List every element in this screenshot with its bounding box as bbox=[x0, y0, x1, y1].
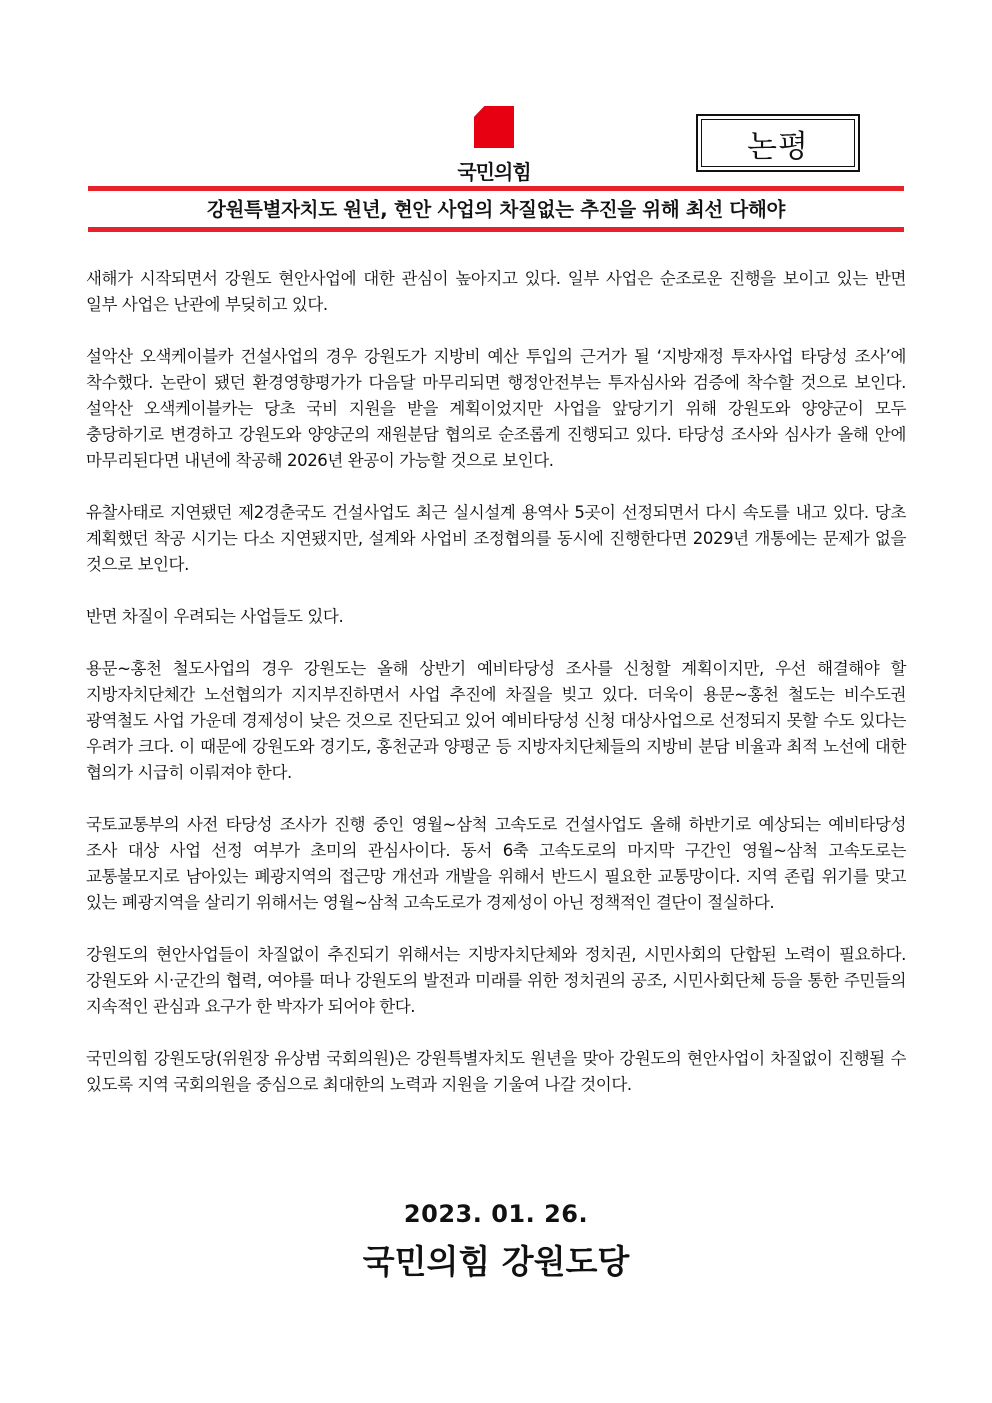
paragraph-1: 새해가 시작되면서 강원도 현안사업에 대한 관심이 높아지고 있다. 일부 사업은 순조로운 진행을 보이고 있는 반면 일부 사업은 난관에 부딪히고 있다. bbox=[86, 269, 906, 314]
party-logo-mark-icon bbox=[474, 106, 514, 148]
paragraph-4: 반면 차질이 우려되는 사업들도 있다. bbox=[86, 607, 344, 626]
paragraph-2: 설악산 오색케이블카 건설사업의 경우 강원도가 지방비 예산 투입의 근거가 될 ‘지방재정 투자사업 타당성 조사’에 착수했다. 논란이 됐던 환경영향평가가 다음달 마무리되면 행정안전부는 투자심사와 검증에 착수할 것으로 보인다. 설악산 오색케이블카는 당초 국비 지원을 받을 계획이었지만 사업을 앞당기기 위해 강원도와 양양군이 모두 충당하기로 변경하고 강원도와 양양군의 재원분담 협의로 순조롭게 진행되고 있다. 타당성 조사와 심사가 올해 안에 마무리된다면 내년에 착공해 2026년 완공이 가능할 것으로 보인다. bbox=[86, 347, 906, 470]
statement-signature: 국민의힘 강원도당 bbox=[362, 1242, 630, 1281]
paragraph-5: 용문~홍천 철도사업의 경우 강원도는 올해 상반기 예비타당성 조사를 신청할 계획이지만, 우선 해결해야 할 지방자치단체간 노선협의가 지지부진하면서 사업 추진에 차질을 빚고 있다. 더욱이 용문~홍천 철도는 비수도권 광역철도 사업 가운데 경제성이 낮은 것으로 진단되고 있어 예비타당성 신청 대상사업으로 선정되지 못할 수도 있다는 우려가 크다. 이 때문에 강원도와 경기도, 홍천군과 양평군 등 지방자치단체들의 지방비 분담 비율과 최적 노선에 대한 협의가 시급히 이뤄져야 한다. bbox=[86, 659, 906, 782]
statement-date: 2023. 01. 26. bbox=[403, 1200, 589, 1228]
paragraph-7: 강원도의 현안사업들이 차질없이 추진되기 위해서는 지방자치단체와 정치권, 시민사회의 단합된 노력이 필요하다. 강원도와 시·군간의 협력, 여야를 떠나 강원도의 발전과 미래를 위한 정치권의 공조, 시민사회단체 등을 통한 주민들의 지속적인 관심과 요구가 한 박자가 되어야 한다. bbox=[86, 945, 906, 1016]
headline-bottom-rule bbox=[88, 227, 904, 232]
paragraph-3: 유찰사태로 지연됐던 제2경춘국도 건설사업도 최근 실시설계 용역사 5곳이 선정되면서 다시 속도를 내고 있다. 당초 계획했던 착공 시기는 다소 지연됐지만, 설계와 사업비 조정협의를 동시에 진행한다면 2029년 개통에는 문제가 없을 것으로 보인다. bbox=[86, 503, 906, 574]
document-type-box bbox=[696, 114, 860, 172]
party-logo-text: 국민의힘 bbox=[457, 160, 531, 184]
paragraph-8: 국민의힘 강원도당(위원장 유상범 국회의원)은 강원특별자치도 원년을 맞아 강원도의 현안사업이 차질없이 진행될 수 있도록 지역 국회의원을 중심으로 최대한의 노력과 지원을 기울여 나갈 것이다. bbox=[86, 1049, 906, 1094]
document-type-label: 논평 bbox=[701, 119, 855, 167]
party-logo bbox=[444, 106, 544, 186]
headline: 강원특별자치도 원년, 현안 사업의 차질없는 추진을 위해 최선 다해야 bbox=[206, 198, 786, 221]
headline-top-rule bbox=[88, 186, 904, 191]
paragraph-6: 국토교통부의 사전 타당성 조사가 진행 중인 영월~삼척 고속도로 건설사업도 올해 하반기로 예상되는 예비타당성 조사 대상 사업 선정 여부가 초미의 관심사이다. 동서 6축 고속도로의 마지막 구간인 영월~삼척 고속도로는 교통불모지로 남아있는 폐광지역의 접근망 개선과 개발을 위해서 반드시 필요한 교통망이다. 지역 존립 위기를 맞고 있는 폐광지역을 살리기 위해서는 영월~삼척 고속도로가 경제성이 아닌 정책적인 결단이 절실하다. bbox=[86, 815, 906, 912]
statement-body bbox=[86, 266, 906, 1124]
